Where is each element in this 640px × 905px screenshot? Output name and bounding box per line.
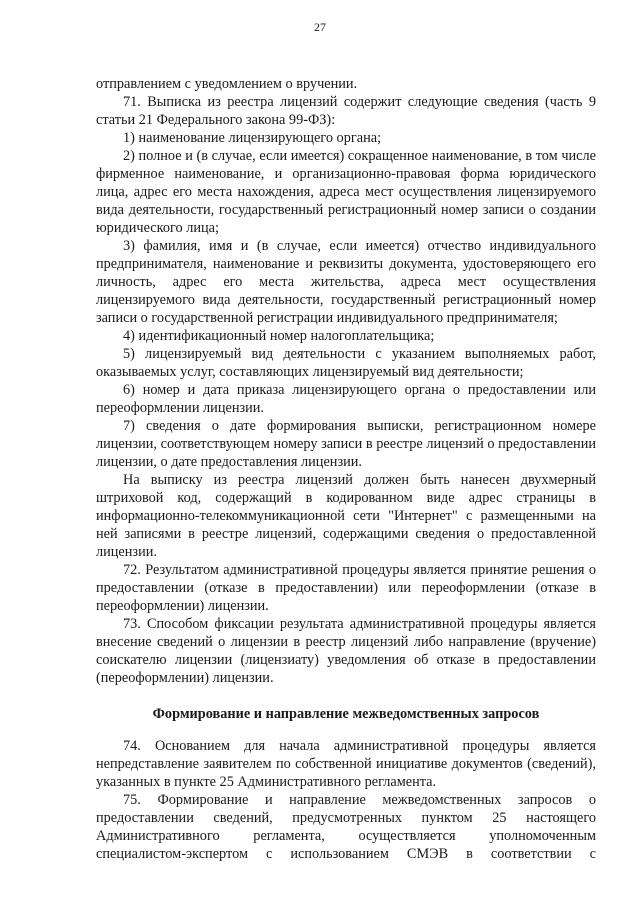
page-number: 27 xyxy=(314,20,326,34)
paragraph: 71. Выписка из реестра лицензий содержит следующие сведения (часть 9 статьи 21 Федерального закона 99-ФЗ): xyxy=(96,94,596,128)
paragraph: 6) номер и дата приказа лицензирующего органа о предоставлении или переоформлении лицензии. xyxy=(96,382,596,416)
document-body xyxy=(96,75,596,863)
paragraph: отправлением с уведомлением о вручении. xyxy=(96,76,358,92)
paragraph: На выписку из реестра лицензий должен быть нанесен двухмерный штриховой код, содержащий в кодированном виде адрес страницы в информационно-телекоммуникационной сети "Интернет" с размещенными на ней записями в реестре лицензий, содержащими сведения о предоставленной лицензии. xyxy=(96,472,596,560)
paragraphs-after-heading xyxy=(96,737,596,863)
paragraph: 7) сведения о дате формирования выписки, регистрационном номере лицензии, соответствующем номеру записи в реестре лицензий о предоставлении лицензии, о дате предоставления лицензии. xyxy=(96,418,596,470)
paragraph: 1) наименование лицензирующего органа; xyxy=(123,130,382,146)
section-heading: Формирование и направление межведомственных запросов xyxy=(152,706,540,722)
paragraph: 72. Результатом административной процедуры является принятие решения о предоставлении (отказе в предоставлении) или переоформлении (отказе в переоформлении) лицензии. xyxy=(96,562,596,614)
paragraph: 2) полное и (в случае, если имеется) сокращенное наименование, в том числе фирменное наименование, и организационно-правовая форма юридического лица, адрес его места нахождения, адреса мест осуществления лицензируемого вида деятельности, государственный регистрационный номер записи о создании юридического лица; xyxy=(96,148,596,236)
paragraph: 5) лицензируемый вид деятельности с указанием выполняемых работ, оказываемых услуг, составляющих лицензируемый вид деятельности; xyxy=(96,346,596,380)
paragraphs-before-heading xyxy=(96,75,596,687)
paragraph: 74. Основанием для начала административной процедуры является непредставление заявителем по собственной инициативе документов (сведений), указанных в пункте 25 Административного регламента. xyxy=(96,738,596,790)
paragraph: 73. Способом фиксации результата административной процедуры является внесение сведений о лицензии в реестр лицензий либо направление (вручение) соискателю лицензии (лицензиату) уведомления об отказе в предоставлении (переоформлении) лицензии. xyxy=(96,616,596,686)
paragraph: 75. Формирование и направление межведомственных запросов о предоставлении сведений, предусмотренных пунктом 25 настоящего Административного регламента, осуществляется уполномоченным специалистом-экспертом с использованием СМЭВ в соответствии с xyxy=(96,792,596,862)
paragraph: 3) фамилия, имя и (в случае, если имеется) отчество индивидуального предпринимателя, наименование и реквизиты документа, удостоверяющего его личность, адрес его места жительства, адреса мест осуществления лицензируемого вида деятельности, государственный регистрационный номер записи о государственной регистрации индивидуального предпринимателя; xyxy=(96,238,596,326)
paragraph: 4) идентификационный номер налогоплательщика; xyxy=(123,328,435,344)
